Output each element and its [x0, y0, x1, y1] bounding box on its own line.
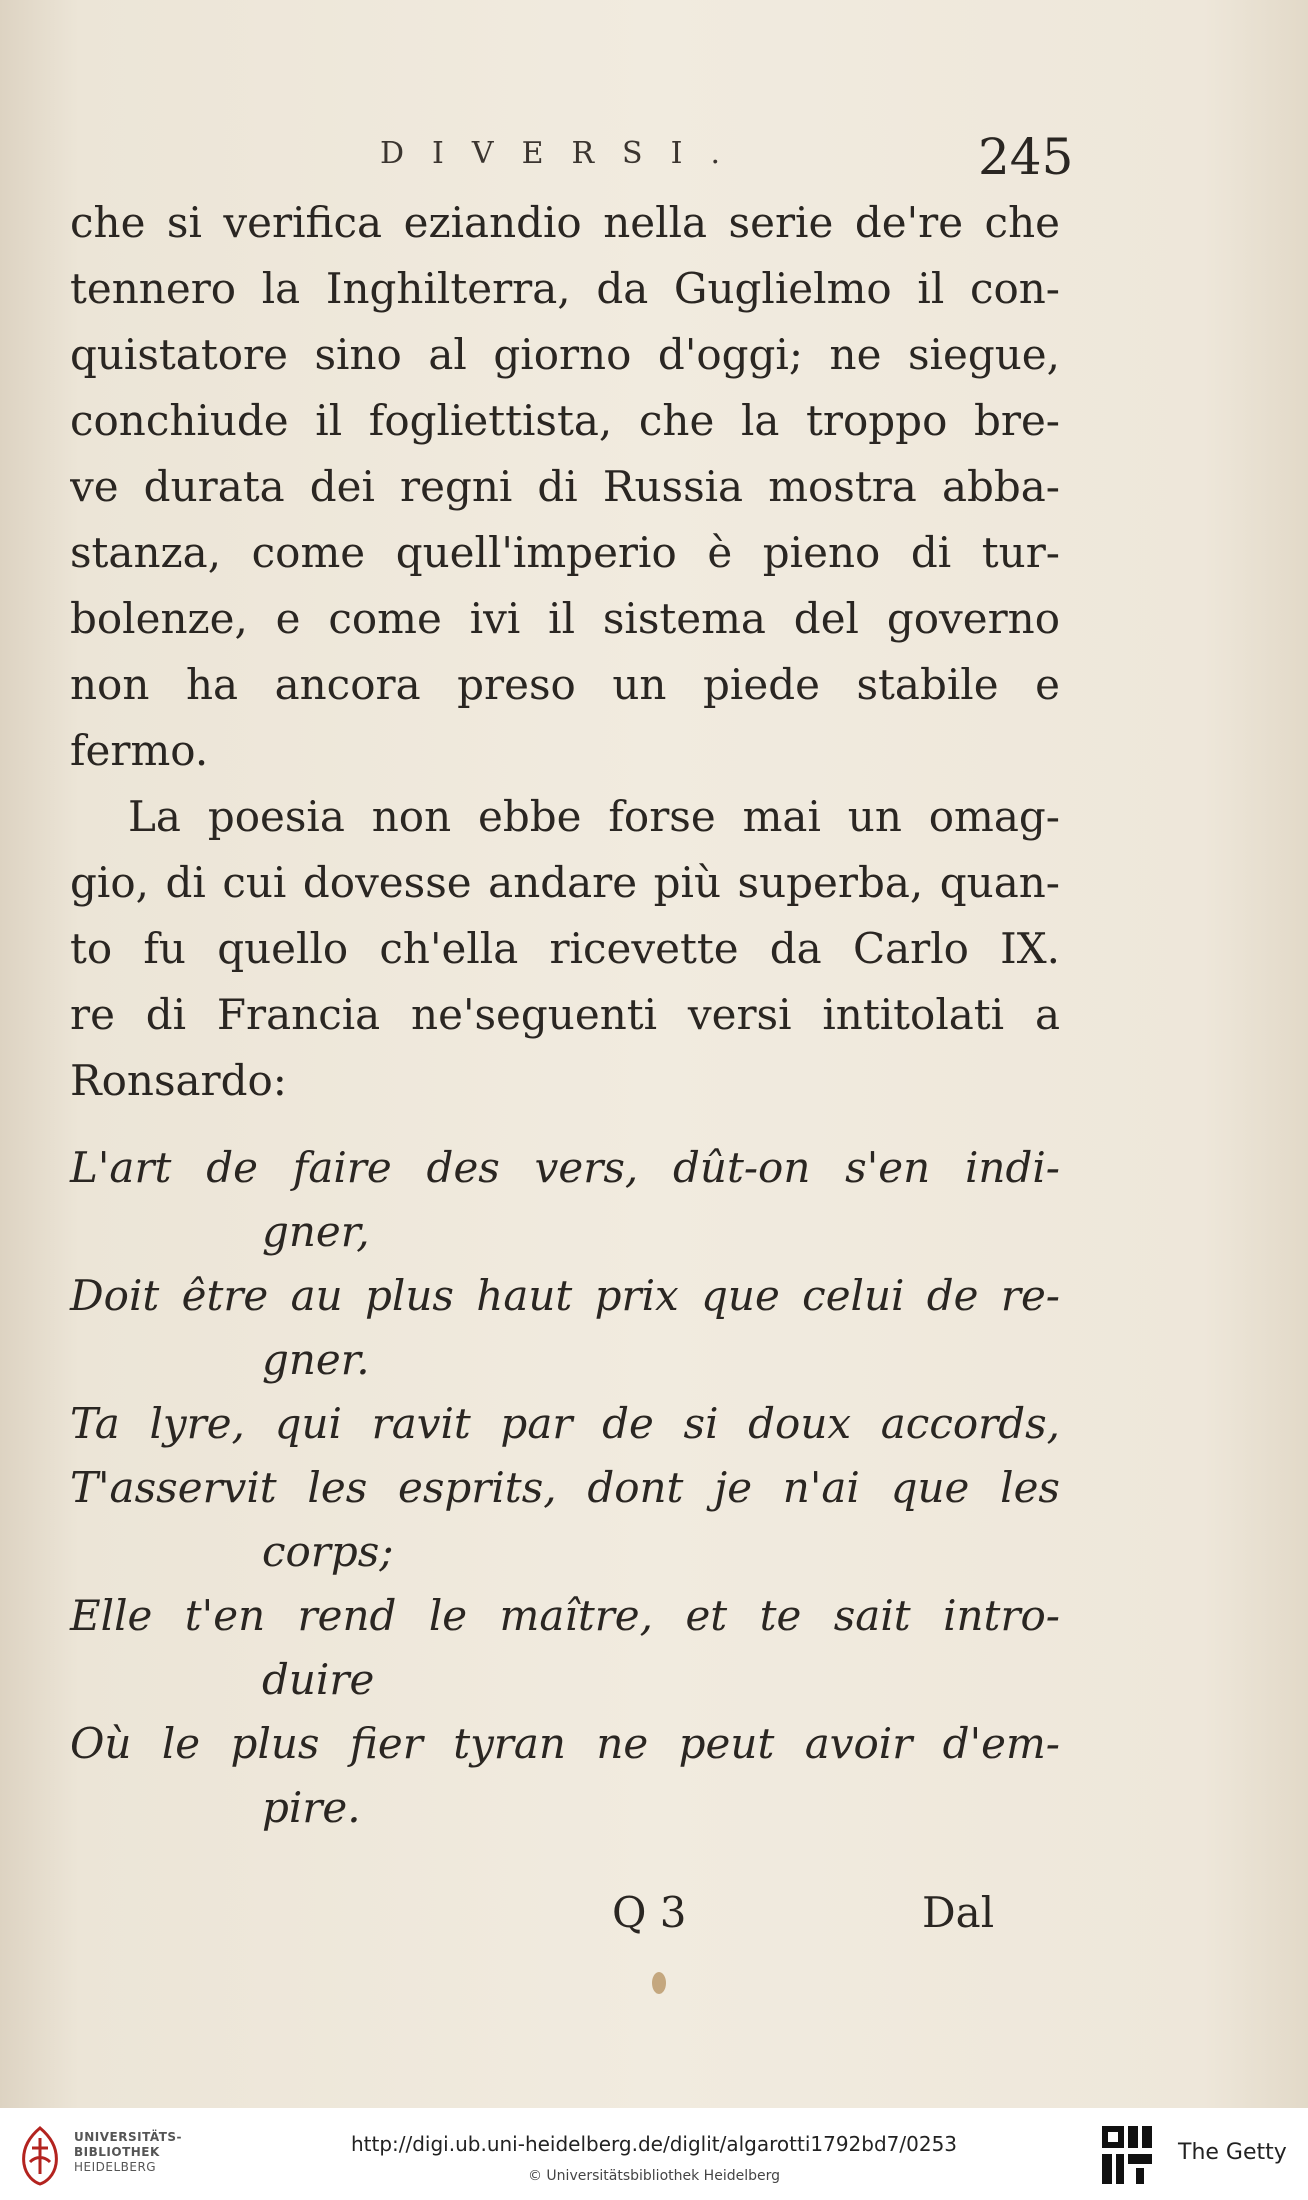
text-line: to fu quello ch'ella ricevette da Carlo IX.	[70, 924, 1060, 973]
copyright-notice: © Universitätsbibliothek Heidelberg	[527, 2168, 780, 2184]
text-line: non ha ancora preso un piede stabile e	[70, 660, 1060, 709]
text-line: tennero la Inghilterra, da Guglielmo il con-	[70, 264, 1060, 313]
verse-line: Elle t'en rend le maître, et te sait intro-	[70, 1591, 1060, 1640]
university-name-line: HEIDELBERG	[74, 2160, 157, 2174]
text-line: fermo.	[70, 726, 209, 775]
text-line: Ronsardo:	[70, 1056, 287, 1105]
verse-line: Où le plus fier tyran ne peut avoir d'em-	[70, 1719, 1060, 1768]
text-line: quistatore sino al giorno d'oggi; ne siegue,	[70, 330, 1060, 379]
signature-mark: Q 3	[612, 1888, 687, 1937]
verse-line: Ta lyre, qui ravit par de si doux accords,	[70, 1399, 1060, 1448]
partner-name: The Getty	[1178, 2140, 1287, 2165]
verse-line: gner,	[262, 1207, 370, 1256]
text-line: gio, di cui dovesse andare più superba, quan-	[70, 858, 1060, 907]
text-line: bolenze, e come ivi il sistema del governo	[70, 594, 1060, 643]
verse-quotation	[70, 1136, 1060, 1840]
getty-logo-icon	[1100, 2124, 1154, 2186]
text-line: conchiude il fogliettista, che la troppo bre-	[70, 396, 1060, 445]
text-line: ve durata dei regni di Russia mostra abba-	[70, 462, 1060, 511]
verse-line: L'art de faire des vers, dût-on s'en indi-	[70, 1143, 1060, 1192]
verse-line: Doit être au plus haut prix que celui de re-	[70, 1271, 1060, 1320]
verse-line: corps;	[262, 1527, 394, 1576]
page-number: 245	[978, 128, 1074, 186]
page-header	[0, 128, 1308, 188]
permalink-url[interactable]: http://digi.ub.uni-heidelberg.de/diglit/algarotti1792bd7/0253	[350, 2132, 958, 2156]
text-line: La poesia non ebbe forse mai un omag-	[128, 792, 1060, 841]
verse-line: gner.	[262, 1335, 370, 1384]
verse-line: duire	[262, 1655, 375, 1704]
catchword: Dal	[922, 1888, 995, 1937]
university-name-line: UNIVERSITÄTS-	[74, 2130, 183, 2144]
university-name-line: BIBLIOTHEK	[74, 2145, 160, 2159]
verse-line: T'asservit les esprits, dont je n'ai que les	[70, 1463, 1060, 1512]
paper-stain	[652, 1972, 666, 1994]
verse-line: pire.	[262, 1783, 361, 1832]
text-line: che si verifica eziandio nella serie de're che	[70, 198, 1060, 247]
viewer-footer	[0, 2108, 1308, 2200]
text-line: stanza, come quell'imperio è pieno di tur-	[70, 528, 1060, 577]
body-text	[70, 190, 1060, 1114]
running-head: DIVERSI.	[380, 136, 748, 171]
text-line: re di Francia ne'seguenti versi intitolati a	[70, 990, 1060, 1039]
